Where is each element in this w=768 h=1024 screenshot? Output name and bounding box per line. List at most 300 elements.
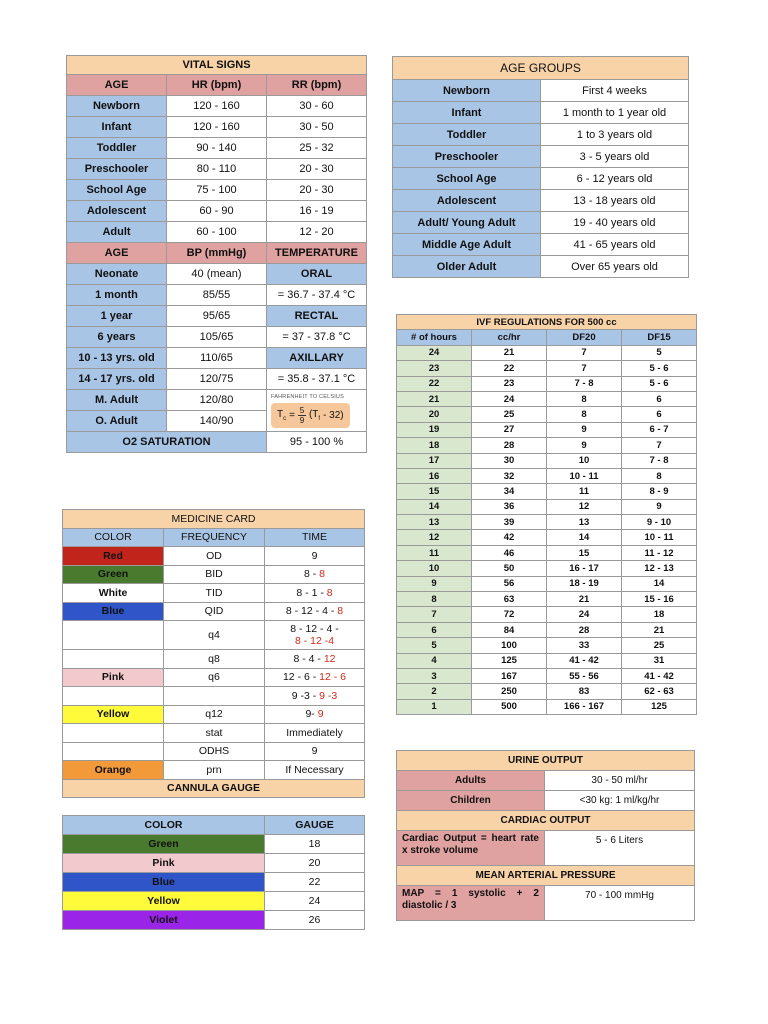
vital-age-cell: Preschooler <box>67 159 167 180</box>
vital-rr-cell: 30 - 50 <box>267 117 367 138</box>
medicine-frequency-cell: BID <box>164 565 265 584</box>
medicine-row <box>63 565 365 584</box>
ivf-row <box>397 407 697 422</box>
ivf-row <box>397 699 697 714</box>
ivf-cell: 11 - 12 <box>622 545 697 560</box>
ivf-cell: 250 <box>472 684 547 699</box>
cannula-header-cell: COLOR <box>63 816 265 835</box>
ivf-cell: 34 <box>472 484 547 499</box>
medicine-time-cell <box>265 761 365 780</box>
cannula-gauge-cell: 18 <box>265 835 365 854</box>
vital-age-cell: 14 - 17 yrs. old <box>67 369 167 390</box>
vital-row <box>67 159 367 180</box>
age-group-name: Newborn <box>393 80 541 102</box>
vital-age-cell: 10 - 13 yrs. old <box>67 348 167 369</box>
cannula-gauge-title: CANNULA GAUGE <box>63 779 365 798</box>
medicine-time-cell <box>265 621 365 650</box>
ivf-cell: 25 <box>622 638 697 653</box>
ivf-cell: 8 <box>397 592 472 607</box>
ivf-cell: 6 - 7 <box>622 422 697 437</box>
medicine-time-cell <box>265 602 365 621</box>
medicine-time-text: Immediately <box>286 726 343 739</box>
vital-bp-row <box>67 327 367 348</box>
vital-age-cell: Adult <box>67 222 167 243</box>
map-formula: MAP = 1 systolic + 2 diastolic / 3 <box>397 886 545 921</box>
formula-caption: FAHRENHEIT TO CELSIUS <box>271 393 344 400</box>
ivf-cell: 10 <box>547 453 622 468</box>
ivf-header-row <box>397 330 697 345</box>
ivf-cell: 12 <box>397 530 472 545</box>
vital-signs-title: VITAL SIGNS <box>67 56 367 75</box>
ivf-cell: 41 - 42 <box>547 653 622 668</box>
map-value: 70 - 100 mmHg <box>545 886 695 921</box>
o2-saturation-value: 95 - 100 % <box>267 432 367 453</box>
medicine-header-cell: TIME <box>265 528 365 547</box>
vital-header-row-2 <box>67 243 367 264</box>
medicine-row <box>63 724 365 743</box>
medicine-row <box>63 687 365 706</box>
ivf-row <box>397 561 697 576</box>
ivf-row <box>397 653 697 668</box>
medicine-frequency-cell: q12 <box>164 705 265 724</box>
vital-row <box>67 222 367 243</box>
vital-age-cell: Neonate <box>67 264 167 285</box>
vital-age-cell: 1 month <box>67 285 167 306</box>
medicine-frequency-cell: ODHS <box>164 742 265 761</box>
medicine-color-cell <box>63 650 164 669</box>
ivf-cell: 31 <box>622 653 697 668</box>
cardiac-output-value: 5 - 6 Liters <box>545 831 695 866</box>
medicine-color-cell: White <box>63 584 164 603</box>
formula-fraction <box>298 406 306 425</box>
ivf-row <box>397 453 697 468</box>
ivf-row <box>397 391 697 406</box>
ivf-cell: 16 - 17 <box>547 561 622 576</box>
ivf-row <box>397 622 697 637</box>
medicine-row <box>63 584 365 603</box>
ivf-row <box>397 530 697 545</box>
medicine-frequency-cell: stat <box>164 724 265 743</box>
ivf-row <box>397 576 697 591</box>
cannula-gauge-cell: 22 <box>265 873 365 892</box>
ivf-cell: 500 <box>472 699 547 714</box>
age-group-range: 13 - 18 years old <box>541 190 689 212</box>
ivf-cell: 3 <box>397 668 472 683</box>
ivf-cell: 100 <box>472 638 547 653</box>
vital-header-cell: AGE <box>67 75 167 96</box>
ivf-cell: 5 - 6 <box>622 361 697 376</box>
age-group-name: Adult/ Young Adult <box>393 212 541 234</box>
medicine-color-cell <box>63 724 164 743</box>
formula-box <box>271 403 350 428</box>
medicine-time-pm-text: 12 - 6 <box>319 671 347 684</box>
cannula-row <box>63 911 365 930</box>
age-group-name: School Age <box>393 168 541 190</box>
vital-rr-cell: 30 - 60 <box>267 96 367 117</box>
medicine-color-cell: Yellow <box>63 705 164 724</box>
vital-signs-table <box>66 55 367 453</box>
age-group-name: Older Adult <box>393 256 541 278</box>
ivf-cell: 46 <box>472 545 547 560</box>
vital-header-row <box>67 75 367 96</box>
ivf-cell: 23 <box>472 376 547 391</box>
ivf-cell: 22 <box>472 361 547 376</box>
medicine-header-row <box>63 528 365 547</box>
temperature-route-label: AXILLARY <box>267 348 367 369</box>
temperature-range: = 36.7 - 37.4 °C <box>267 285 367 306</box>
vital-bp-cell: 85/55 <box>167 285 267 306</box>
ivf-row <box>397 361 697 376</box>
ivf-cell: 14 <box>622 576 697 591</box>
ivf-cell: 13 <box>547 515 622 530</box>
medicine-frequency-cell: QID <box>164 602 265 621</box>
ivf-cell: 32 <box>472 468 547 483</box>
ivf-cell: 83 <box>547 684 622 699</box>
ivf-row <box>397 545 697 560</box>
medicine-row <box>63 705 365 724</box>
medicine-header-cell: FREQUENCY <box>164 528 265 547</box>
cannula-row <box>63 835 365 854</box>
ivf-cell: 11 <box>397 545 472 560</box>
ivf-cell: 12 <box>547 499 622 514</box>
fahrenheit-to-celsius-formula <box>267 390 367 432</box>
formula-denominator: 9 <box>299 415 305 425</box>
ivf-cell: 30 <box>472 453 547 468</box>
medicine-frequency-cell: TID <box>164 584 265 603</box>
map-title: MEAN ARTERIAL PRESSURE <box>397 866 695 886</box>
ivf-regulations-table <box>396 314 697 715</box>
medicine-time-pm-text: 8 <box>326 586 333 599</box>
medicine-frequency-cell: q4 <box>164 621 265 650</box>
medicine-time-text: 8 - 12 - 4 - <box>285 605 338 618</box>
ivf-header-cell: cc/hr <box>472 330 547 345</box>
medicine-time-pm-text: 8 - 12 -4 <box>294 635 335 647</box>
vital-header-cell: TEMPERATURE <box>267 243 367 264</box>
ivf-cell: 8 - 9 <box>622 484 697 499</box>
ivf-row <box>397 638 697 653</box>
vital-hr-cell: 90 - 140 <box>167 138 267 159</box>
ivf-cell: 8 <box>547 407 622 422</box>
medicine-time-cell <box>265 668 365 687</box>
medicine-row <box>63 668 365 687</box>
urine-output-title: URINE OUTPUT <box>397 751 695 771</box>
ivf-cell: 21 <box>622 622 697 637</box>
ivf-header-cell: DF15 <box>622 330 697 345</box>
formula-tc <box>277 409 286 422</box>
cannula-gauge-cell: 20 <box>265 854 365 873</box>
ivf-cell: 2 <box>397 684 472 699</box>
ivf-cell: 20 <box>397 407 472 422</box>
ivf-cell: 5 <box>622 345 697 360</box>
medicine-time-text: 8 - 12 - 4 - <box>290 623 339 635</box>
ivf-row <box>397 684 697 699</box>
vital-age-cell: 6 years <box>67 327 167 348</box>
cannula-row <box>63 873 365 892</box>
ivf-cell: 9 <box>547 438 622 453</box>
ivf-cell: 22 <box>397 376 472 391</box>
vital-bp-cell: 95/65 <box>167 306 267 327</box>
vital-row <box>67 201 367 222</box>
outputs-table <box>396 750 695 921</box>
ivf-title: IVF REGULATIONS FOR 500 cc <box>397 315 697 330</box>
vital-hr-cell: 120 - 160 <box>167 96 267 117</box>
ivf-cell: 10 - 11 <box>547 468 622 483</box>
vital-bp-cell: 110/65 <box>167 348 267 369</box>
temperature-range: = 37 - 37.8 °C <box>267 327 367 348</box>
ivf-cell: 7 <box>622 438 697 453</box>
age-group-range: 1 to 3 years old <box>541 124 689 146</box>
ivf-cell: 56 <box>472 576 547 591</box>
medicine-time-pm-text: 9 <box>317 708 324 721</box>
ivf-cell: 72 <box>472 607 547 622</box>
ivf-cell: 28 <box>472 438 547 453</box>
age-group-name: Preschooler <box>393 146 541 168</box>
vital-age-cell: Newborn <box>67 96 167 117</box>
ivf-cell: 28 <box>547 622 622 637</box>
ivf-cell: 24 <box>397 345 472 360</box>
ivf-row <box>397 668 697 683</box>
ivf-cell: 23 <box>397 361 472 376</box>
medicine-time-text: 8 - 1 - <box>296 586 327 599</box>
medicine-card-table <box>62 509 365 798</box>
vital-bp-row <box>67 369 367 390</box>
ivf-cell: 125 <box>472 653 547 668</box>
cannula-color-cell: Pink <box>63 854 265 873</box>
age-group-name: Adolescent <box>393 190 541 212</box>
vital-bp-cell: 140/90 <box>167 411 267 432</box>
vital-hr-cell: 60 - 100 <box>167 222 267 243</box>
medicine-time-text: 8 - 4 - <box>293 652 324 665</box>
age-group-row <box>393 256 689 278</box>
ivf-cell: 167 <box>472 668 547 683</box>
ivf-cell: 7 <box>397 607 472 622</box>
medicine-row <box>63 602 365 621</box>
o2-saturation-label: O2 SATURATION <box>67 432 267 453</box>
vital-age-cell: Adolescent <box>67 201 167 222</box>
medicine-frequency-cell: q8 <box>164 650 265 669</box>
ivf-row <box>397 484 697 499</box>
vital-rr-cell: 20 - 30 <box>267 180 367 201</box>
vital-age-cell: M. Adult <box>67 390 167 411</box>
cannula-color-cell: Blue <box>63 873 265 892</box>
vital-age-cell: School Age <box>67 180 167 201</box>
age-groups-table <box>392 56 689 278</box>
ivf-cell: 36 <box>472 499 547 514</box>
ivf-cell: 10 <box>397 561 472 576</box>
ivf-cell: 7 - 8 <box>622 453 697 468</box>
ivf-row <box>397 592 697 607</box>
ivf-cell: 18 - 19 <box>547 576 622 591</box>
temperature-route-label: ORAL <box>267 264 367 285</box>
age-group-row <box>393 234 689 256</box>
ivf-cell: 8 <box>547 391 622 406</box>
cardiac-output-formula: Cardiac Output = heart rate x stroke volume <box>397 831 545 866</box>
medicine-frequency-cell: q6 <box>164 668 265 687</box>
ivf-cell: 14 <box>397 499 472 514</box>
medicine-time-pm-text: 9 -3 <box>319 689 338 702</box>
age-group-row <box>393 168 689 190</box>
vital-age-cell: Infant <box>67 117 167 138</box>
ivf-cell: 62 - 63 <box>622 684 697 699</box>
ivf-cell: 7 <box>547 361 622 376</box>
vital-rr-cell: 20 - 30 <box>267 159 367 180</box>
vital-header-cell: RR (bpm) <box>267 75 367 96</box>
urine-value-cell: <30 kg: 1 ml/kg/hr <box>545 791 695 811</box>
medicine-frequency-cell <box>164 687 265 706</box>
ivf-header-cell: # of hours <box>397 330 472 345</box>
vital-row <box>67 138 367 159</box>
formula-sub-c: c <box>283 415 287 422</box>
medicine-color-cell <box>63 742 164 761</box>
age-group-row <box>393 124 689 146</box>
vital-age-cell: 1 year <box>67 306 167 327</box>
ivf-cell: 21 <box>547 592 622 607</box>
ivf-row <box>397 515 697 530</box>
urine-label-cell: Children <box>397 791 545 811</box>
vital-bp-row <box>67 264 367 285</box>
vital-bp-cell: 105/65 <box>167 327 267 348</box>
vital-age-cell: O. Adult <box>67 411 167 432</box>
medicine-color-cell: Orange <box>63 761 164 780</box>
ivf-cell: 15 <box>397 484 472 499</box>
medicine-frequency-cell: OD <box>164 547 265 566</box>
medicine-time-text: 12 - 6 - <box>282 671 320 684</box>
age-group-range: Over 65 years old <box>541 256 689 278</box>
ivf-cell: 24 <box>547 607 622 622</box>
medicine-color-cell: Pink <box>63 668 164 687</box>
medicine-time-text: 9- <box>305 708 318 721</box>
vital-bp-row <box>67 306 367 327</box>
ivf-row <box>397 422 697 437</box>
ivf-cell: 42 <box>472 530 547 545</box>
medicine-time-cell <box>265 565 365 584</box>
ivf-cell: 41 - 42 <box>622 668 697 683</box>
ivf-cell: 6 <box>622 391 697 406</box>
age-group-row <box>393 80 689 102</box>
cannula-row <box>63 854 365 873</box>
ivf-cell: 18 <box>397 438 472 453</box>
vital-bp-row <box>67 285 367 306</box>
medicine-color-cell: Blue <box>63 602 164 621</box>
cannula-gauge-cell: 24 <box>265 892 365 911</box>
formula-tf <box>309 409 320 422</box>
medicine-header-cell: COLOR <box>63 528 164 547</box>
medicine-row <box>63 621 365 650</box>
cannula-header-cell: GAUGE <box>265 816 365 835</box>
ivf-cell: 10 - 11 <box>622 530 697 545</box>
vital-rr-cell: 25 - 32 <box>267 138 367 159</box>
vital-header-cell: BP (mmHg) <box>167 243 267 264</box>
age-group-row <box>393 102 689 124</box>
vital-bp-cell: 40 (mean) <box>167 264 267 285</box>
ivf-cell: 18 <box>622 607 697 622</box>
vital-bp-row <box>67 348 367 369</box>
vital-hr-cell: 75 - 100 <box>167 180 267 201</box>
ivf-cell: 63 <box>472 592 547 607</box>
ivf-cell: 13 <box>397 515 472 530</box>
ivf-cell: 7 - 8 <box>547 376 622 391</box>
medicine-time-cell <box>265 724 365 743</box>
age-group-range: 6 - 12 years old <box>541 168 689 190</box>
ivf-cell: 125 <box>622 699 697 714</box>
ivf-row <box>397 468 697 483</box>
age-groups-title: AGE GROUPS <box>393 57 689 80</box>
ivf-cell: 11 <box>547 484 622 499</box>
vital-bp-cell: 120/75 <box>167 369 267 390</box>
cannula-gauge-cell: 26 <box>265 911 365 930</box>
ivf-row <box>397 499 697 514</box>
medicine-time-cell <box>265 742 365 761</box>
cannula-color-cell: Yellow <box>63 892 265 911</box>
ivf-cell: 16 <box>397 468 472 483</box>
age-group-range: 1 month to 1 year old <box>541 102 689 124</box>
vital-row <box>67 117 367 138</box>
ivf-cell: 7 <box>547 345 622 360</box>
age-group-row <box>393 146 689 168</box>
medicine-time-text: 9 <box>311 549 318 562</box>
medicine-time-pm-text: 12 <box>323 652 336 665</box>
medicine-color-cell: Green <box>63 565 164 584</box>
ivf-cell: 50 <box>472 561 547 576</box>
medicine-time-text: 9 -3 - <box>291 689 320 702</box>
vital-bp-cell: 120/80 <box>167 390 267 411</box>
age-group-range: First 4 weeks <box>541 80 689 102</box>
medicine-time-cell <box>265 705 365 724</box>
age-group-name: Toddler <box>393 124 541 146</box>
ivf-cell: 6 <box>622 407 697 422</box>
age-group-range: 41 - 65 years old <box>541 234 689 256</box>
temperature-range: = 35.8 - 37.1 °C <box>267 369 367 390</box>
age-group-name: Infant <box>393 102 541 124</box>
vital-row <box>67 180 367 201</box>
ivf-cell: 55 - 56 <box>547 668 622 683</box>
ivf-cell: 166 - 167 <box>547 699 622 714</box>
vital-row <box>67 96 367 117</box>
ivf-cell: 1 <box>397 699 472 714</box>
ivf-cell: 15 <box>547 545 622 560</box>
ivf-cell: 6 <box>397 622 472 637</box>
ivf-cell: 39 <box>472 515 547 530</box>
ivf-cell: 9 <box>622 499 697 514</box>
medicine-time-pm-text: 8 <box>337 605 344 618</box>
medicine-card-title: MEDICINE CARD <box>63 510 365 529</box>
vital-hr-cell: 120 - 160 <box>167 117 267 138</box>
ivf-cell: 8 <box>622 468 697 483</box>
ivf-cell: 12 - 13 <box>622 561 697 576</box>
vital-hr-cell: 80 - 110 <box>167 159 267 180</box>
vital-hr-cell: 60 - 90 <box>167 201 267 222</box>
ivf-cell: 9 <box>397 576 472 591</box>
vital-age-cell: Toddler <box>67 138 167 159</box>
ivf-cell: 84 <box>472 622 547 637</box>
ivf-row <box>397 345 697 360</box>
medicine-time-pm-text: 8 <box>319 568 325 581</box>
age-group-range: 3 - 5 years old <box>541 146 689 168</box>
age-group-name: Middle Age Adult <box>393 234 541 256</box>
formula-minus-32: - 32) <box>323 409 344 421</box>
cannula-header-row <box>63 816 365 835</box>
vital-rr-cell: 16 - 19 <box>267 201 367 222</box>
urine-label-cell: Adults <box>397 771 545 791</box>
ivf-cell: 33 <box>547 638 622 653</box>
age-group-row <box>393 212 689 234</box>
ivf-header-cell: DF20 <box>547 330 622 345</box>
vital-bp-row <box>67 390 367 411</box>
temperature-route-label: RECTAL <box>267 306 367 327</box>
medicine-time-cell <box>265 687 365 706</box>
cannula-gauge-table <box>62 815 365 930</box>
medicine-time-cell <box>265 650 365 669</box>
